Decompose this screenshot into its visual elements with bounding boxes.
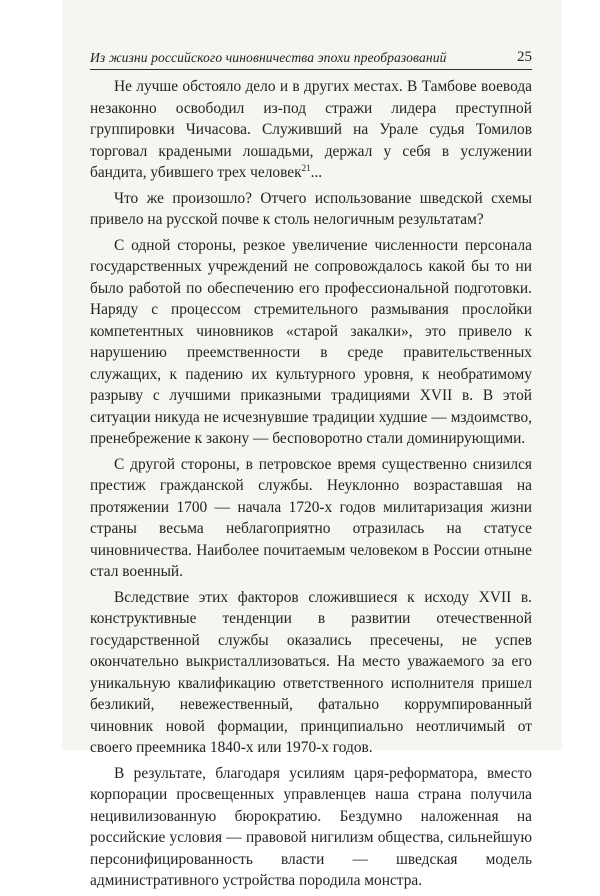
paragraph-2: Что же произошло? Отчего использование шведской схемы привело на русской почве к столь нелогичным результатам? bbox=[90, 189, 532, 228]
paragraph-5: Вследствие этих факторов сложившиеся к исходу XVII в. конструктивные тенденции в развитии отечественной государственной службы оказались пресечены, не успев окончательно выкристаллизоваться. На место уважаемого за его уникальную квалификацию ответственного исполнителя пришел безликий, невежественный, фатально коррумпированный чиновник новой формации, принципиально неотличимый от своего преемника 1840-х или 1970-х годов. bbox=[90, 588, 532, 756]
body-text bbox=[90, 76, 532, 896]
book-page bbox=[62, 0, 562, 889]
footnote-marker: 21 bbox=[301, 162, 311, 173]
paragraph-1 bbox=[90, 76, 532, 184]
paragraph-4: С другой стороны, в петровское время существенно снизился престиж гражданской службы. Неуклонно возраставшая на протяжении 1700 — начала 1720-х годов милитаризация жизни страны весьма неблагоприятно отразилась на статусе чиновничества. Наиболее почитаемым человеком в России отныне стал военный. bbox=[90, 455, 532, 580]
paragraph-3: С одной стороны, резкое увеличение численности персонала государственных учреждений не сопровождалось какой бы то ни было работой по обеспечению его профессиональной подготовки. Наряду с процессом стремительного размывания прослойки компетентных чиновников «старой закалки», это привело к нарушению преемственности в среде правительственных служащих, к падению их культурного уровня, к необратимому разрыву с лучшими приказными традициями XVII в. В этой ситуации никуда не исчезнувшие традиции худшие — мздоимство, пренебрежение к закону — бесповоротно стали доминирующими. bbox=[90, 236, 532, 447]
running-header bbox=[90, 44, 532, 70]
page-number: 25 bbox=[517, 49, 532, 65]
paragraph-1-tail: ... bbox=[310, 164, 323, 181]
paragraph-6: В результате, благодаря усилиям царя-реформатора, вместо корпорации просвещенных управленцев наша страна получила нецивилизованную бюрократию. Бездумно наложенная на российские условия — правовой нигилизм общества, сильнейшую персонифицированность власти — шведская модель административного устройства породила монстра. bbox=[90, 764, 532, 889]
paragraph-1-text: Не лучше обстояло дело и в других местах. В Тамбове воевода незаконно освободил из-под стражи лидера преступной группировки Чичасова. Служивший на Урале судья Томилов торговал крадеными лошадьми, держал у себя в услужении бандита, убившего трех человек bbox=[90, 78, 532, 181]
running-header-title: Из жизни российского чиновничества эпохи преобразований bbox=[90, 50, 447, 65]
